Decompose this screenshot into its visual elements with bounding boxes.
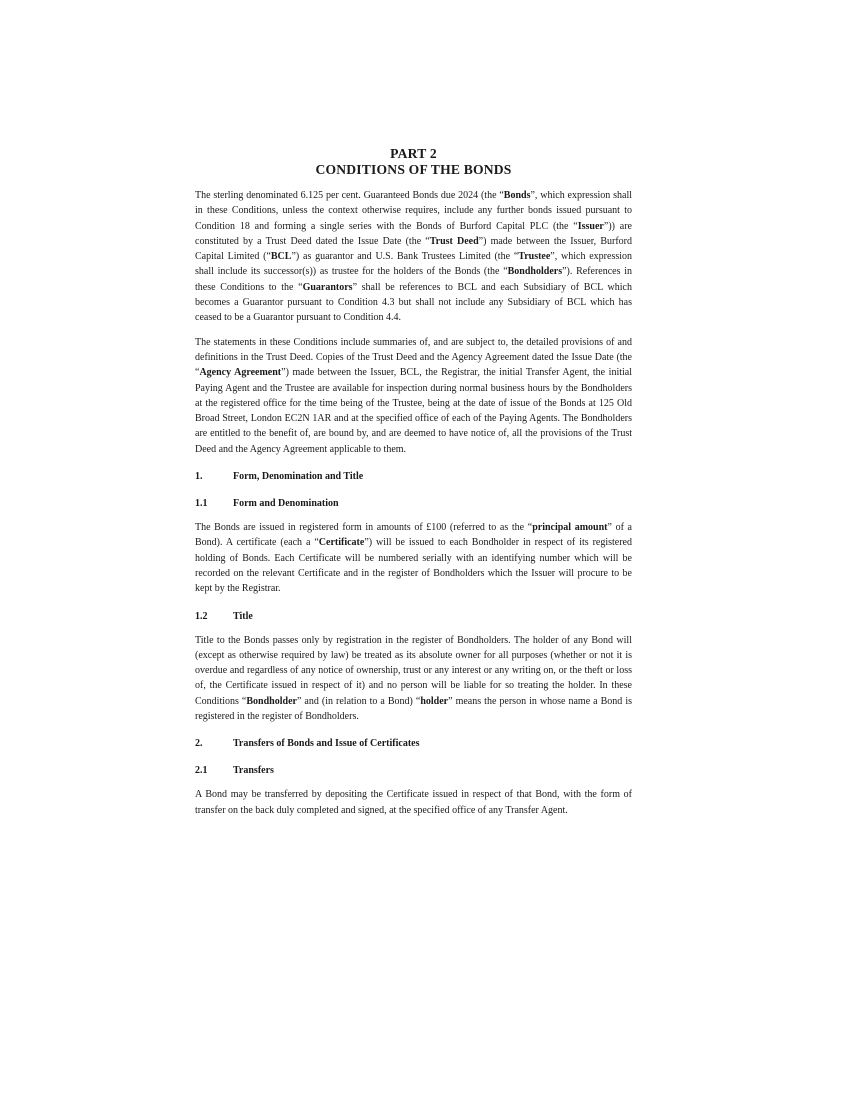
defined-term-issuer: Issuer: [577, 220, 604, 232]
text-run: ”) made between the Issuer, Burford Capital Limited (“: [195, 235, 632, 263]
heading-number: 1.1: [195, 498, 208, 510]
intro-paragraph: [195, 188, 632, 326]
title-paragraph: [195, 633, 632, 725]
heading-number: 1.: [195, 471, 203, 483]
text-run: ”) will be issued to each Bondholder in respect of its registered holding of Bonds. Each Certificate will be numbered serially with an identifying number which will be recorded on the relevant Certificate and in the register of Bondholders which the Issuer will procure to be kept by the Registrar.: [195, 537, 632, 595]
defined-term-agency-agreement: Agency Agreement: [199, 367, 282, 379]
text-run: A Bond may be transferred by depositing the Certificate issued in respect of that Bond, with the form of transfer on the back duly completed and signed, at the specified office of any Transfer Agent.: [195, 789, 632, 816]
defined-term-trust-deed: Trust Deed: [429, 235, 479, 247]
text-run: ”) made between the Issuer, BCL, the Registrar, the initial Transfer Agent, the initial Paying Agent and the Trustee are available for inspection during normal business hours by the Bondholders at the registered office for the time being of the Trustee, being at the date of issue of the Bonds at 125 Old Broad Street, London EC2N 1AR and at the specified office of each of the Paying Agents. The Bondholders are entitled to the benefit of, are bound by, and are deemed to have notice of, all the provisions of the Trust Deed and the Agency Agreement applicable to them.: [195, 367, 632, 455]
text-run: ”, which expression shall include its successor(s)) as trustee for the holders of the Bonds (the “: [195, 251, 633, 278]
heading-title: Transfers of Bonds and Issue of Certificates: [233, 738, 420, 750]
defined-term-guarantors: Guarantors: [302, 281, 353, 293]
section-title: CONDITIONS OF THE BONDS: [315, 162, 512, 177]
document-page: [195, 146, 632, 827]
heading-title: Title: [233, 610, 253, 622]
defined-term-bonds: Bonds: [503, 190, 531, 201]
heading-section-1-2: [195, 609, 632, 624]
defined-term-bcl: BCL: [270, 251, 292, 263]
text-run: ”, which expression shall in these Conditions, unless the context otherwise requires, include any further bonds issued pursuant to Condition 18 and forming a single series with the Bonds of Burford Capital PLC (the “: [195, 190, 632, 232]
text-run: ” means the person in whose name a Bond is registered in the register of Bondholders.: [195, 695, 632, 723]
statements-paragraph: [195, 335, 632, 457]
heading-section-1-1: [195, 496, 632, 511]
defined-term-holder: holder: [420, 695, 449, 707]
form-denomination-paragraph: [195, 520, 632, 596]
heading-title: Transfers: [233, 765, 274, 777]
text-run: ”). References in these Conditions to the “: [195, 266, 632, 293]
heading-number: 1.2: [195, 610, 208, 622]
transfers-paragraph: [195, 787, 632, 818]
heading-section-1: [195, 469, 632, 484]
heading-section-2-1: [195, 763, 632, 778]
heading-section-2: [195, 736, 632, 751]
text-run: ” shall be references to BCL and each Subsidiary of BCL which becomes a Guarantor pursuant to Condition 4.3 but shall not include any Subsidiary of BCL which has ceased to be a Guarantor pursuant to Condition 4.4.: [195, 281, 632, 324]
defined-term-trustee: Trustee: [518, 251, 551, 263]
text-run: The sterling denominated 6.125 per cent. Guaranteed Bonds due 2024 (the “: [195, 190, 504, 201]
text-run: The Bonds are issued in registered form in amounts of £100 (referred to as the “: [195, 522, 533, 534]
part-title: PART 2: [390, 146, 437, 161]
text-run: Title to the Bonds passes only by registration in the register of Bondholders. The holder of any Bond will (except as otherwise required by law) be treated as its absolute owner for all purposes (whether or not it is overdue and regardless of any notice of ownership, trust or any interest or any writing on, or the theft or loss of, the Certificate issued in respect of it) and no person will be liable for so treating the holder. In these Conditions “: [195, 634, 632, 707]
heading-number: 2.: [195, 738, 203, 750]
defined-term-bondholders: Bondholders: [507, 266, 563, 278]
defined-term-principal-amount: principal amount: [532, 522, 608, 534]
defined-term-certificate: Certificate: [318, 537, 365, 549]
text-run: ”) as guarantor and U.S. Bank Trustees Limited (the “: [291, 251, 519, 263]
defined-term-bondholder: Bondholder: [246, 695, 297, 707]
text-run: ” of a Bond). A certificate (each a “: [195, 522, 632, 549]
text-run: ” and (in relation to a Bond) “: [296, 695, 421, 707]
text-run: ”)) are constituted by a Trust Deed dated the Issue Date (the “: [195, 220, 632, 247]
heading-number: 2.1: [195, 765, 208, 777]
heading-title: Form and Denomination: [233, 498, 339, 510]
heading-title: Form, Denomination and Title: [233, 471, 364, 483]
text-run: The statements in these Conditions include summaries of, and are subject to, the detailed provisions of and definitions in the Trust Deed. Copies of the Trust Deed and the Agency Agreement dated the Issue Date (the “: [195, 336, 632, 379]
